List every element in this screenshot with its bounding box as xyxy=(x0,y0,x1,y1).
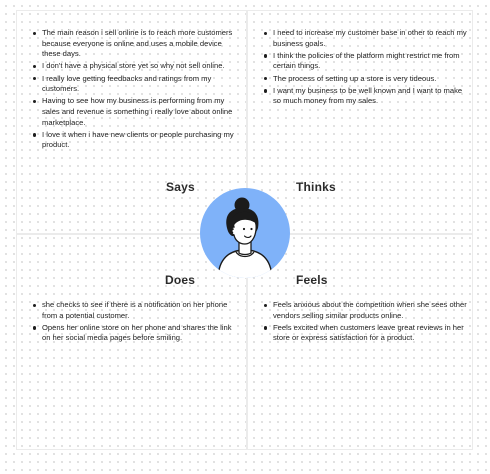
says-item: Having to see how my business is performing from my sales and revenue is something i really love about online marketplace. xyxy=(42,96,242,128)
does-item: Opens her online store on her phone and shares the link on her social media pages before smiling. xyxy=(42,323,242,344)
feels-label: Feels xyxy=(296,273,328,287)
feels-list xyxy=(259,300,469,346)
woman-avatar-icon xyxy=(200,188,290,278)
thinks-list xyxy=(259,28,469,109)
thinks-item: I want my business to be well known and I want to make so much money from my sales. xyxy=(273,86,469,107)
says-label: Says xyxy=(166,180,195,194)
persona-avatar xyxy=(200,188,290,278)
does-item: she checks to see if there is a notification on her phone from a potential customer. xyxy=(42,300,242,321)
feels-item: Feels anxious about the competition when she sees other vendors selling similar products online. xyxy=(273,300,469,321)
thinks-item: The process of setting up a store is very tideous. xyxy=(273,74,469,85)
thinks-item: I think the policies of the platform might restrict me from certain things. xyxy=(273,51,469,72)
thinks-label: Thinks xyxy=(296,180,336,194)
says-item: I really love getting feedbacks and ratings from my customers. xyxy=(42,74,242,95)
says-item: The main reason i sell online is to reach more customers because everyone is online and uses a mobile device these days. xyxy=(42,28,242,60)
thinks-item: I need to increase my customer base in other to reach my business goals. xyxy=(273,28,469,49)
does-list xyxy=(28,300,242,346)
does-label: Does xyxy=(165,273,196,287)
feels-item: Feels excited when customers leave great reviews in her store or express satisfaction for a product. xyxy=(273,323,469,344)
says-item: I don't have a physical store yet so why not sell online. xyxy=(42,61,242,72)
says-list xyxy=(28,28,242,153)
says-item: I love it when i have new clients or people purchasing my product. xyxy=(42,130,242,151)
